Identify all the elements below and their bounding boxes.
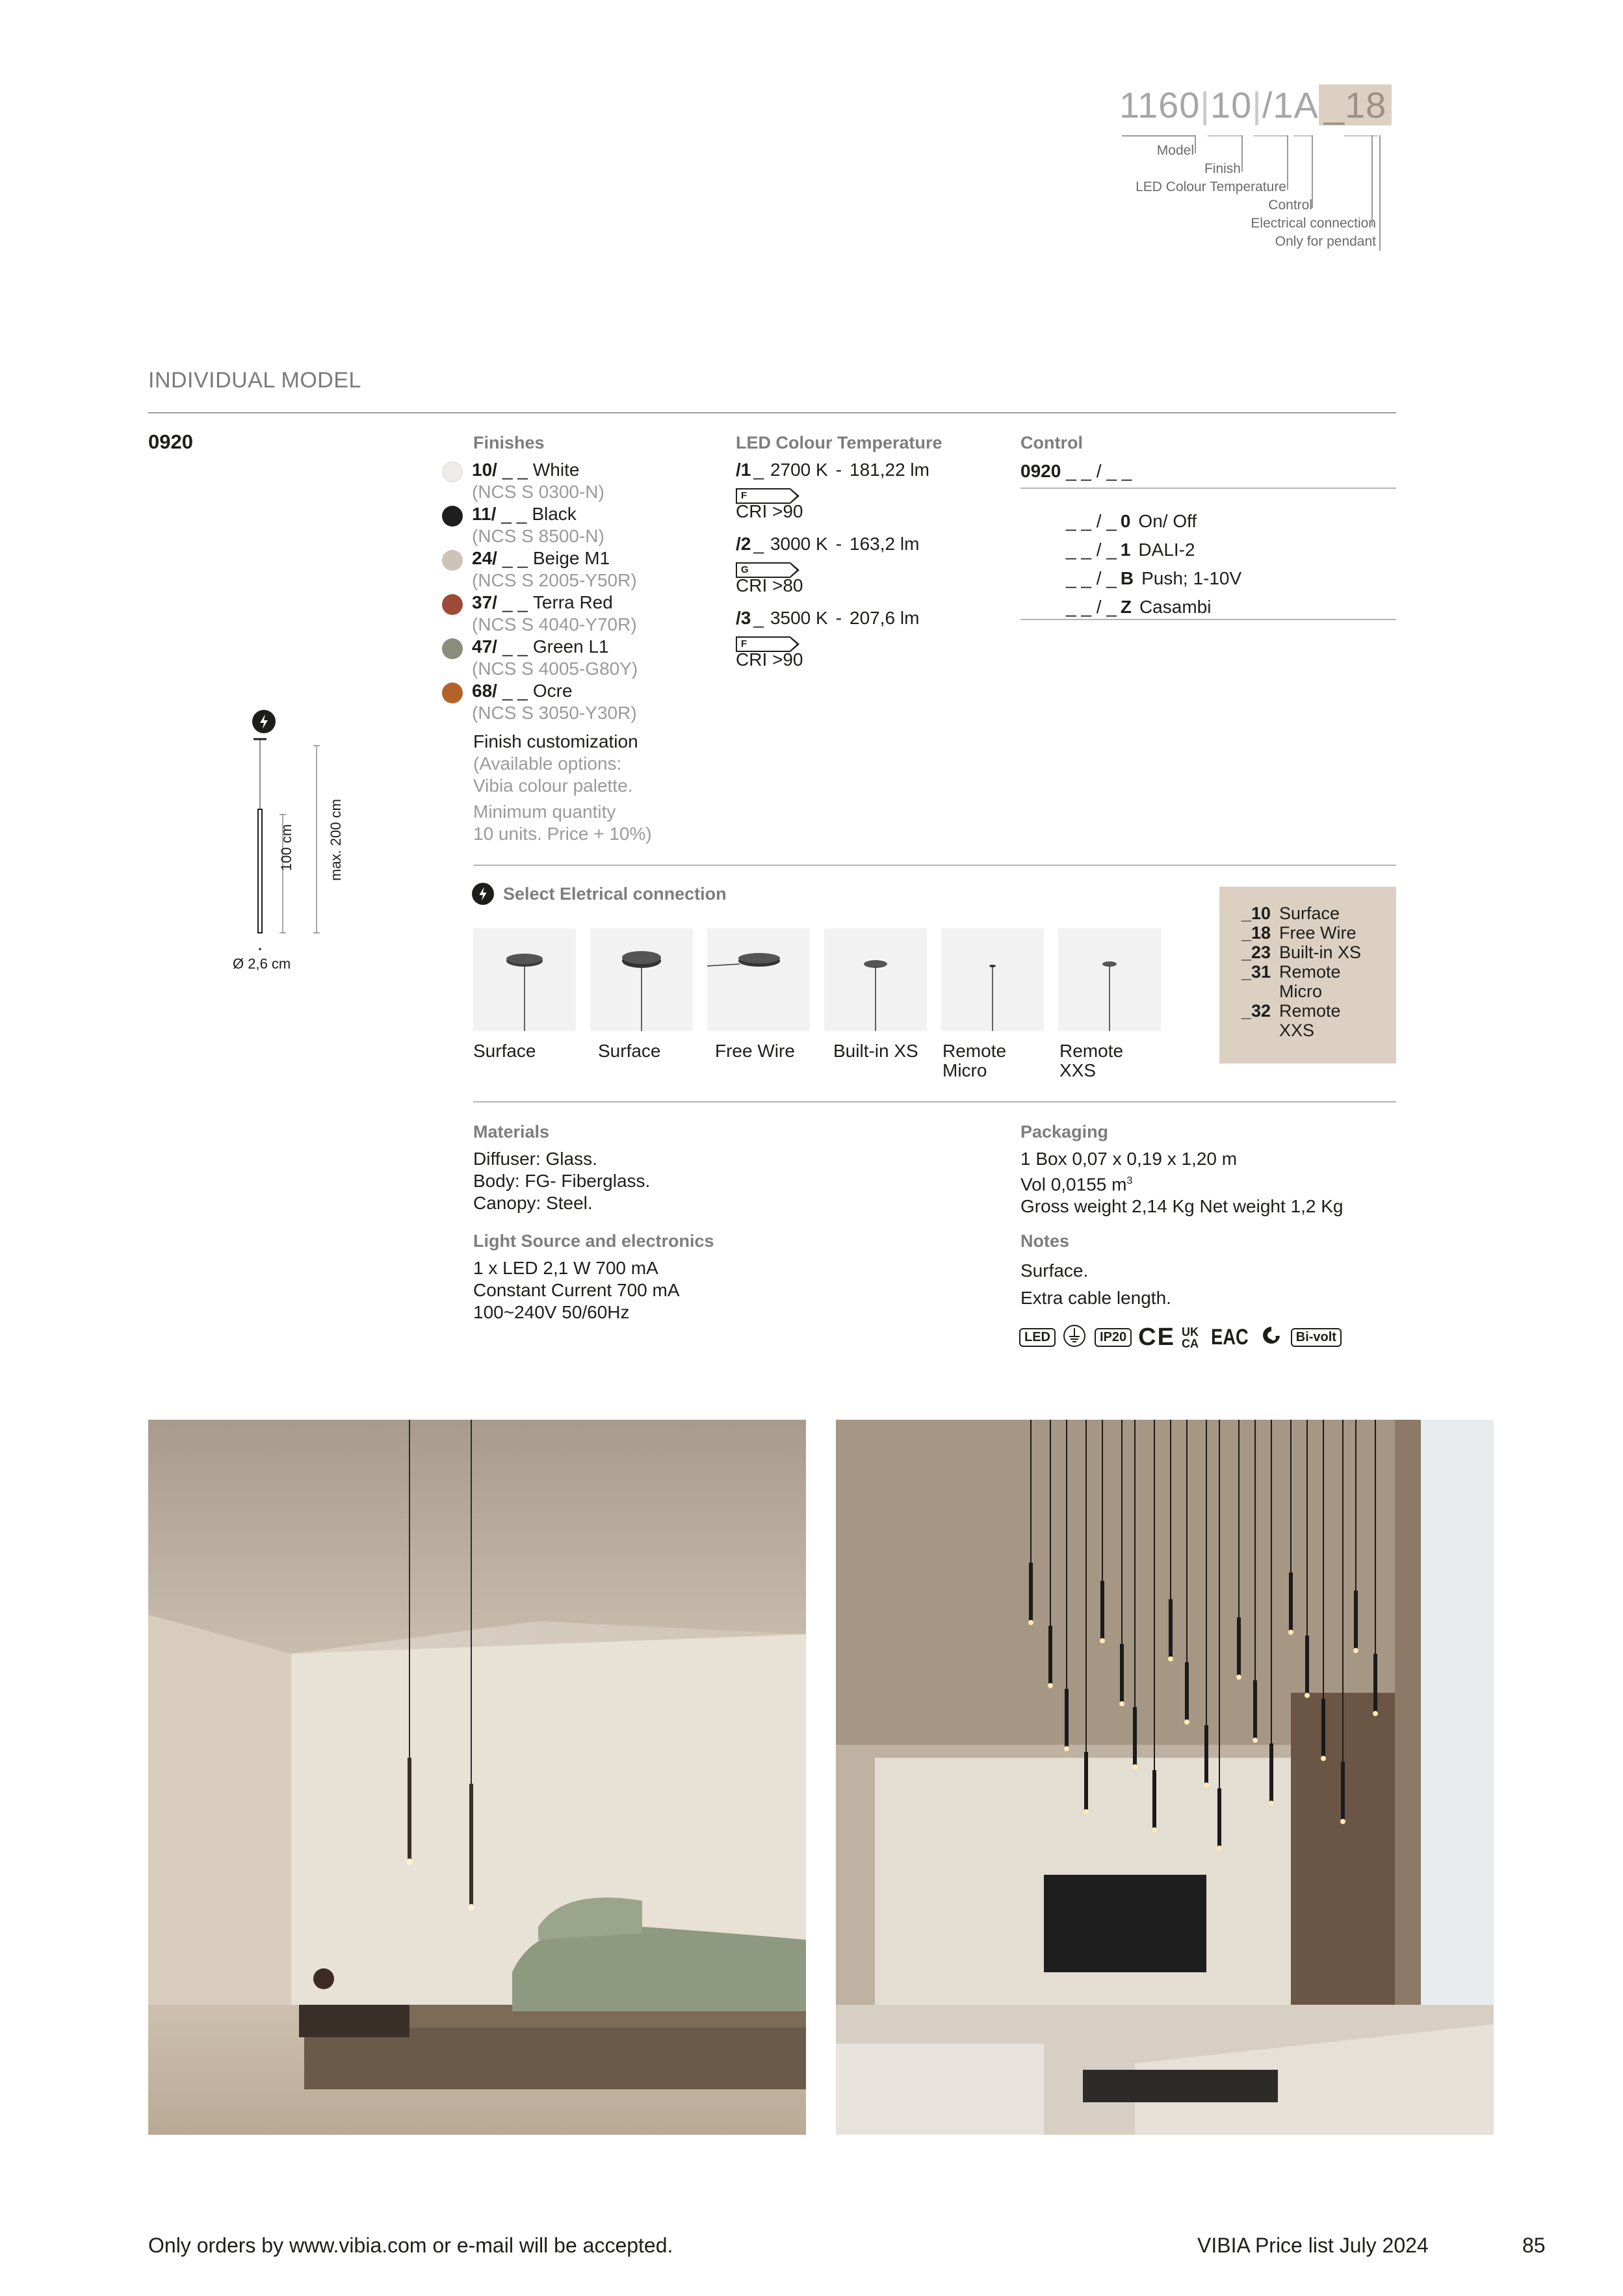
control-blank: _ _ / _ (1066, 568, 1117, 588)
footer-note: Only orders by www.vibia.com or e-mail will be accepted. (148, 2234, 673, 2257)
led-code: /3 (736, 608, 751, 628)
energy-class-wrap (736, 556, 996, 575)
notes-text (1020, 1257, 1171, 1312)
code-led: /1 (1262, 85, 1294, 125)
legend-model: Model (1156, 143, 1194, 158)
led-lumen: 181,22 lm (850, 460, 929, 480)
light-source-line: 1 x LED 2,1 W 700 mA (473, 1258, 658, 1278)
energy-class-wrap (736, 631, 996, 649)
led-list (736, 459, 996, 681)
earth-class-icon (1062, 1324, 1087, 1351)
finish-item (442, 547, 676, 592)
led-option (736, 533, 996, 597)
diameter-label: Ø 2,6 cm (233, 956, 291, 972)
finish-line (472, 503, 604, 525)
notes-line: Surface. (1020, 1260, 1089, 1281)
connection-code: _23 (1241, 943, 1271, 962)
pendant-light (1048, 1683, 1053, 1688)
finish-line (472, 636, 638, 658)
connection-code-name (1279, 1001, 1341, 1040)
finish-name: Black (532, 504, 577, 524)
materials-heading: Materials (473, 1122, 550, 1141)
led-temp: 3000 K (770, 534, 828, 554)
finish-text (472, 636, 638, 680)
light-source-text (473, 1257, 680, 1324)
ukca-top: UK (1181, 1325, 1199, 1338)
control-code-suffix: _ _ / _ _ (1066, 461, 1132, 481)
connection-label (598, 1041, 661, 1061)
led-line (736, 607, 996, 629)
legend-led: LED Colour Temperature (1136, 179, 1286, 194)
connection-code-name-line: Built-in XS (1279, 943, 1362, 962)
materials-text (473, 1148, 650, 1214)
finish-line (472, 459, 604, 481)
finish-ncs: (NCS S 4040-Y70R) (472, 614, 637, 634)
connection-label-line: Remote (942, 1041, 1007, 1061)
connection-code-name (1279, 943, 1361, 962)
length-200-label: max. 200 cm (328, 799, 344, 881)
pendant-light (1028, 1620, 1033, 1625)
pendant-light (1217, 1846, 1222, 1851)
customization-line: Vibia colour palette. (473, 776, 633, 796)
finishes-heading: Finishes (473, 433, 545, 452)
finish-ncs: (NCS S 4005-G80Y) (472, 659, 638, 679)
connection-code-list (1241, 904, 1391, 1040)
footer-brand: VIBIA Price list July 2024 (1197, 2234, 1429, 2257)
led-line (736, 459, 996, 481)
connection-label-line: Surface (598, 1041, 661, 1061)
led-sep: - (835, 460, 842, 480)
energy-class-badge: F (736, 488, 790, 504)
finish-swatch (442, 683, 463, 703)
led-lumen: 207,6 lm (850, 608, 920, 628)
pendant-light (1305, 1693, 1310, 1698)
led-code: /1 (736, 460, 751, 480)
pendant-light (1253, 1738, 1258, 1743)
legend-control: Control (1268, 198, 1312, 213)
finish-line (472, 547, 637, 569)
connection-image-free-wire[interactable] (707, 928, 810, 1031)
pendant-light (1340, 1819, 1345, 1824)
connection-heading: Select Eletrical connection (503, 884, 727, 904)
pendant-light (1204, 1782, 1209, 1788)
finish-blank: _ _ (502, 636, 528, 657)
pendant-light (1084, 1809, 1089, 1814)
connection-divider (473, 865, 1396, 866)
control-option (1066, 536, 1378, 564)
control-code-prefix: 0920 (1020, 461, 1061, 481)
pendant-light (1321, 1756, 1326, 1761)
packaging-volume-unit: 3 (1126, 1175, 1133, 1186)
finish-blank: _ _ (502, 548, 528, 568)
model-code: 0920 (148, 430, 193, 453)
recycle-icon (1261, 1325, 1282, 1350)
finish-name: White (532, 460, 580, 480)
led-temp: 2700 K (770, 460, 828, 480)
packaging-heading: Packaging (1020, 1122, 1109, 1141)
ce-icon: CE (1138, 1324, 1175, 1351)
control-blank: _ _ / _ (1066, 540, 1117, 560)
energy-class-badge: G (736, 562, 790, 578)
energy-class-wrap (736, 482, 996, 501)
finish-blank: _ _ (502, 592, 528, 612)
finish-text (472, 459, 604, 503)
finish-name: Beige M1 (532, 548, 610, 568)
connection-label (942, 1041, 1006, 1080)
connection-code-name-line: Free Wire (1279, 923, 1357, 943)
connection-code: _31 (1241, 962, 1271, 982)
customization-line: 10 units. Price + 10%) (473, 824, 652, 844)
connection-label (473, 1041, 536, 1061)
finish-name: Green L1 (532, 636, 609, 657)
finish-item (442, 592, 676, 636)
connection-code-item (1241, 904, 1391, 923)
finish-code: 11/ (472, 504, 497, 524)
light-source-line: 100~240V 50/60Hz (473, 1302, 630, 1322)
connection-image-remote-xxs[interactable] (1058, 928, 1161, 1031)
finish-blank: _ _ (501, 504, 527, 524)
connection-code-name-line: Remote (1279, 1001, 1341, 1021)
control-name: Casambi (1139, 597, 1212, 617)
pendant-light (1152, 1827, 1157, 1833)
connection-label-line: Remote (1059, 1041, 1124, 1061)
finish-line (472, 592, 637, 614)
finish-ncs: (NCS S 3050-Y30R) (472, 703, 637, 723)
ip20-icon: IP20 (1095, 1328, 1132, 1347)
packaging-line: 1 Box 0,07 x 0,19 x 1,20 m (1020, 1149, 1238, 1169)
pendant-light (1236, 1675, 1241, 1680)
led-icon: LED (1019, 1328, 1056, 1347)
connection-code-name-line: Remote (1279, 962, 1341, 982)
finish-item (442, 636, 676, 680)
control-name: On/ Off (1138, 511, 1197, 531)
connection-label (715, 1041, 795, 1061)
pendant-light (1184, 1719, 1189, 1725)
connection-code-item (1241, 943, 1391, 962)
finish-code: 47/ (472, 636, 497, 657)
control-name: DALI-2 (1138, 540, 1195, 560)
product-code: 1160|10|/1A _18 (1119, 87, 1392, 124)
connection-image-remote-micro[interactable] (941, 928, 1044, 1031)
pendant-light (1064, 1746, 1069, 1751)
code-control: A (1293, 85, 1319, 125)
page-number: 85 (1522, 2234, 1546, 2257)
connection-label-line: Free Wire (715, 1041, 795, 1061)
finish-item (442, 459, 676, 503)
finish-swatch (442, 594, 463, 615)
connection-code-name (1279, 904, 1340, 923)
eac-icon: EAC (1211, 1325, 1249, 1350)
finish-name: Terra Red (532, 592, 613, 612)
light-source-heading: Light Source and electronics (473, 1231, 714, 1251)
energy-class-badge: F (736, 636, 790, 652)
finish-swatch (442, 638, 463, 659)
connection-label-line: XXS (1059, 1060, 1097, 1080)
connection-image-built-in-xs[interactable] (824, 928, 927, 1031)
packaging-line (1020, 1170, 1344, 1195)
pendant-light (1168, 1656, 1173, 1662)
notes-line: Extra cable length. (1020, 1288, 1171, 1308)
materials-line: Body: FG- Fiberglass. (473, 1171, 651, 1191)
finishes-list (442, 459, 676, 724)
finish-code: 68/ (472, 681, 497, 701)
control-heading: Control (1020, 433, 1083, 452)
control-divider (1020, 488, 1396, 489)
living-room-photo (836, 1420, 1494, 2135)
bedroom-photo (148, 1420, 806, 2135)
led-option (736, 459, 996, 523)
pendant-light (1269, 1801, 1274, 1806)
finish-swatch (442, 506, 463, 527)
ukca-bottom: CA (1181, 1337, 1199, 1350)
control-name: Push; 1-10V (1141, 568, 1242, 588)
finish-item (442, 503, 676, 547)
bivolt-icon: Bi-volt (1291, 1328, 1342, 1347)
control-blank: _ _ / _ (1066, 597, 1117, 617)
connection-code: _32 (1241, 1001, 1271, 1021)
control-code: 1 (1120, 540, 1131, 560)
pendant-light (1373, 1711, 1378, 1716)
lightning-icon (472, 883, 494, 905)
control-option (1066, 593, 1378, 621)
finish-code: 10/ (472, 460, 497, 480)
finish-text (472, 503, 604, 547)
connection-code: _18 (1241, 923, 1271, 943)
finish-code: 37/ (472, 592, 497, 612)
connection-image-surface-2[interactable] (590, 928, 693, 1031)
finish-item (442, 680, 676, 724)
lightning-icon (252, 710, 276, 733)
section-title: INDIVIDUAL MODEL (148, 368, 361, 393)
connection-code: _10 (1241, 904, 1271, 923)
led-sep: - (835, 608, 842, 628)
section-divider (148, 412, 1396, 413)
pendant-light (1100, 1638, 1105, 1643)
led-lumen: 163,2 lm (850, 534, 920, 554)
connection-label-line: Surface (473, 1041, 536, 1061)
legend-pendant: Only for pendant (1275, 234, 1376, 249)
connection-code-name-line: XXS (1279, 1021, 1315, 1040)
led-blank: _ (753, 534, 764, 554)
pendant-light (1132, 1764, 1137, 1769)
finish-code: 24/ (472, 548, 497, 568)
connection-code-item (1241, 962, 1391, 1001)
finish-ncs: (NCS S 0300-N) (472, 482, 604, 502)
led-cri: CRI >80 (736, 575, 803, 595)
finish-ncs: (NCS S 8500-N) (472, 526, 604, 546)
packaging-text (1020, 1148, 1344, 1218)
led-cri: CRI >90 (736, 501, 803, 521)
code-model: 1160 (1119, 85, 1201, 125)
led-code: /2 (736, 534, 751, 554)
connection-label (833, 1041, 918, 1061)
control-code (1020, 460, 1132, 482)
materials-line: Diffuser: Glass. (473, 1149, 597, 1169)
packaging-volume: Vol 0,0155 m (1020, 1174, 1127, 1195)
connection-image-surface-1[interactable] (473, 928, 576, 1031)
led-heading: LED Colour Temperature (736, 433, 942, 452)
finish-blank: _ _ (502, 681, 528, 701)
led-line (736, 533, 996, 555)
code-connection: _18 (1319, 85, 1392, 125)
control-option (1066, 564, 1378, 593)
connection-label-line: Built-in XS (833, 1041, 918, 1061)
customization-line: Minimum quantity (473, 802, 616, 822)
connection-code-name (1279, 962, 1341, 1001)
control-list (1066, 507, 1378, 621)
connection-code-item (1241, 1001, 1391, 1040)
materials-line: Canopy: Steel. (473, 1193, 593, 1213)
control-code: Z (1120, 597, 1132, 617)
finish-text (472, 592, 637, 636)
connection-code-name-line: Micro (1279, 982, 1322, 1001)
led-sep: - (835, 534, 842, 554)
pendant-light (1288, 1630, 1293, 1635)
led-option (736, 607, 996, 671)
customization-line: (Available options: (473, 753, 622, 774)
control-option (1066, 507, 1378, 536)
finish-text (472, 547, 637, 592)
spec-divider (473, 1101, 1396, 1102)
finish-name: Ocre (532, 681, 573, 701)
led-temp: 3500 K (770, 608, 828, 628)
led-blank: _ (753, 608, 764, 628)
pendant-light (1353, 1648, 1358, 1653)
control-code: 0 (1120, 511, 1131, 531)
connection-code-name-line: Surface (1279, 904, 1340, 923)
finish-swatch (442, 462, 463, 482)
connection-label (1059, 1041, 1123, 1080)
finish-ncs: (NCS S 2005-Y50R) (472, 570, 637, 590)
finish-line (472, 680, 637, 702)
control-code: B (1120, 568, 1134, 588)
certification-icons (1019, 1324, 1348, 1351)
control-divider-bottom (1020, 619, 1396, 620)
code-finish: 10 (1210, 85, 1253, 125)
control-blank: _ _ / _ (1066, 511, 1117, 531)
finish-customization-title: Finish customization (473, 731, 638, 751)
notes-heading: Notes (1020, 1231, 1070, 1251)
led-blank: _ (753, 460, 764, 480)
led-cri: CRI >90 (736, 649, 803, 670)
finish-swatch (442, 550, 463, 571)
length-100-label: 100 cm (278, 824, 294, 871)
connection-code-name (1279, 923, 1357, 943)
packaging-line: Gross weight 2,14 Kg Net weight 1,2 Kg (1020, 1196, 1344, 1217)
finish-blank: _ _ (502, 460, 528, 480)
connection-code-item (1241, 923, 1391, 943)
finish-text (472, 680, 637, 724)
legend-connection: Electrical connection (1251, 216, 1376, 231)
legend-finish: Finish (1204, 161, 1241, 176)
ukca-icon (1182, 1326, 1199, 1350)
light-source-line: Constant Current 700 mA (473, 1280, 680, 1300)
pendant-light (1119, 1701, 1124, 1706)
finish-customization-notes (473, 753, 652, 845)
connection-label-line: Micro (942, 1060, 987, 1080)
